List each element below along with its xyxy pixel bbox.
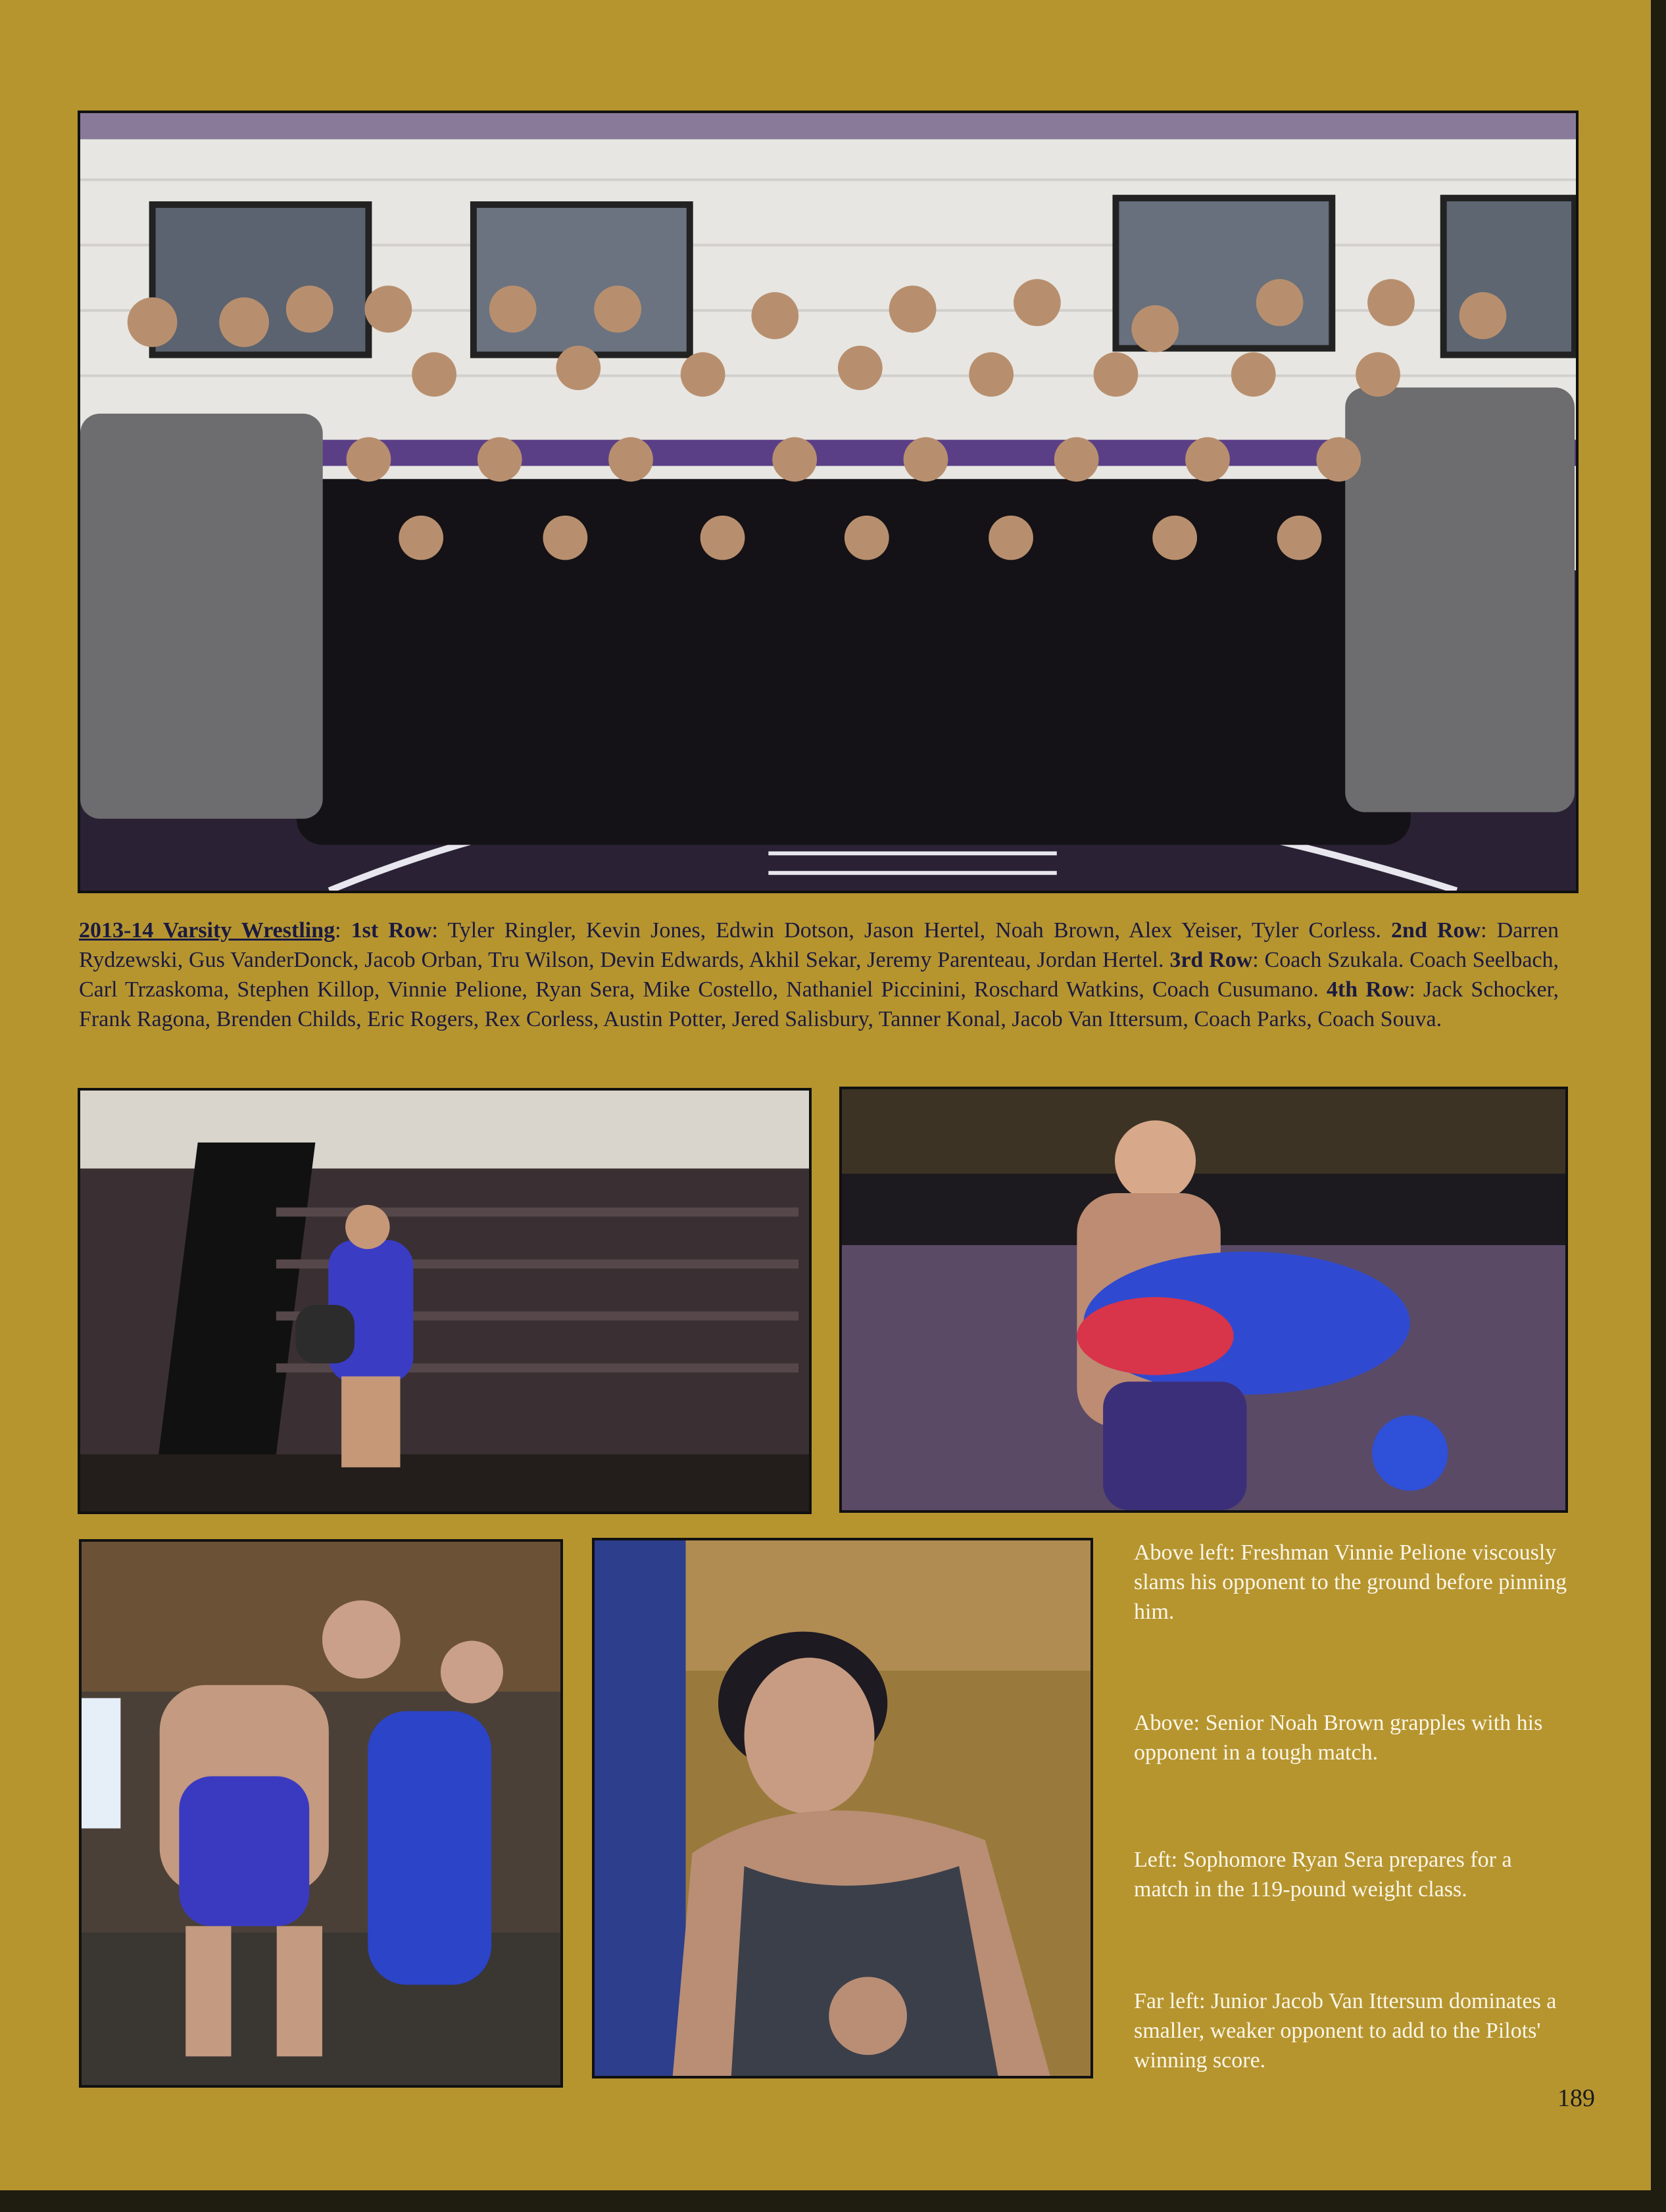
grapple-photo-illustration (842, 1089, 1565, 1510)
dominate-photo-illustration (82, 1542, 560, 2085)
caption-dominate: Far left: Junior Jacob Van Ittersum dominates a smaller, weaker opponent to add to the Pilots' winning score. (1134, 1989, 1557, 2073)
row1-label: 1st Row (351, 918, 432, 943)
slam-photo-illustration (80, 1091, 809, 1512)
caption-grapple: Above: Senior Noah Brown grapples with his opponent in a tough match. (1134, 1711, 1543, 1765)
row3-names: Coach Szukala. Coach Seelbach, Carl Trzaskoma, Stephen Killop, Vinnie Pelione, Ryan Sera, Mike Costello, Nathaniel Piccinini, Roschard Watkins, Coach Cusumano. (79, 948, 1559, 1002)
row1-names: Tyler Ringler, Kevin Jones, Edwin Dotson, Jason Hertel, Noah Brown, Alex Yeiser, Tyler Corless. (447, 918, 1381, 943)
row4-names: Jack Schocker, Frank Ragona, Brenden Childs, Eric Rogers, Rex Corless, Austin Potter, Jered Salisbury, Tanner Konal, Jacob Van Ittersum, Coach Parks, Coach Souva. (79, 977, 1559, 1031)
team-caption: 2013-14 Varsity Wrestling: 1st Row: Tyler Ringler, Kevin Jones, Edwin Dotson, Jason Hertel, Noah Brown, Alex Yeiser, Tyler Corless. 2nd Row: Darren Rydzewski, Gus VanderDonck, Jacob Orban, Tru Wilson, Devin Edwards, Akhil Sekar, Jeremy Parenteau, Jordan Hertel. 3rd Row: Coach Szukala. Coach Seelbach, Carl Trzaskoma, Stephen Killop, Vinnie Pelione, Ryan Sera, Mike Costello, Nathaniel Piccinini, Roschard Watkins, Coach Cusumano. 4th Row: Jack Schocker, Frank Ragona, Brenden Childs, Eric Rogers, Rex Corless, Austin Potter, Jered Salisbury, Tanner Konal, Jacob Van Ittersum, Coach Parks, Coach Souva. (79, 918, 1559, 1031)
grapple-photo (839, 1087, 1568, 1513)
dominate-photo (79, 1539, 563, 2088)
team-photo (78, 111, 1579, 893)
caption-prepare: Left: Sophomore Ryan Sera prepares for a match in the 119-pound weight class. (1134, 1848, 1512, 1902)
prepare-photo-illustration (595, 1540, 1090, 2076)
caption-heading: 2013-14 Varsity Wrestling (79, 918, 335, 943)
prepare-photo (592, 1538, 1093, 2078)
caption-slam: Above left: Freshman Vinnie Pelione viscously slams his opponent to the ground before pinning him. (1134, 1540, 1567, 1624)
row2-names: Darren Rydzewski, Gus VanderDonck, Jacob Orban, Tru Wilson, Devin Edwards, Akhil Sekar, Jeremy Parenteau, Jordan Hertel. (79, 918, 1559, 972)
row3-label: 3rd Row (1169, 948, 1253, 972)
page-number: 189 (1557, 2084, 1595, 2112)
row2-label: 2nd Row (1391, 918, 1481, 943)
team-photo-illustration (80, 113, 1576, 891)
row4-label: 4th Row (1326, 977, 1409, 1002)
slam-photo (78, 1088, 812, 1514)
